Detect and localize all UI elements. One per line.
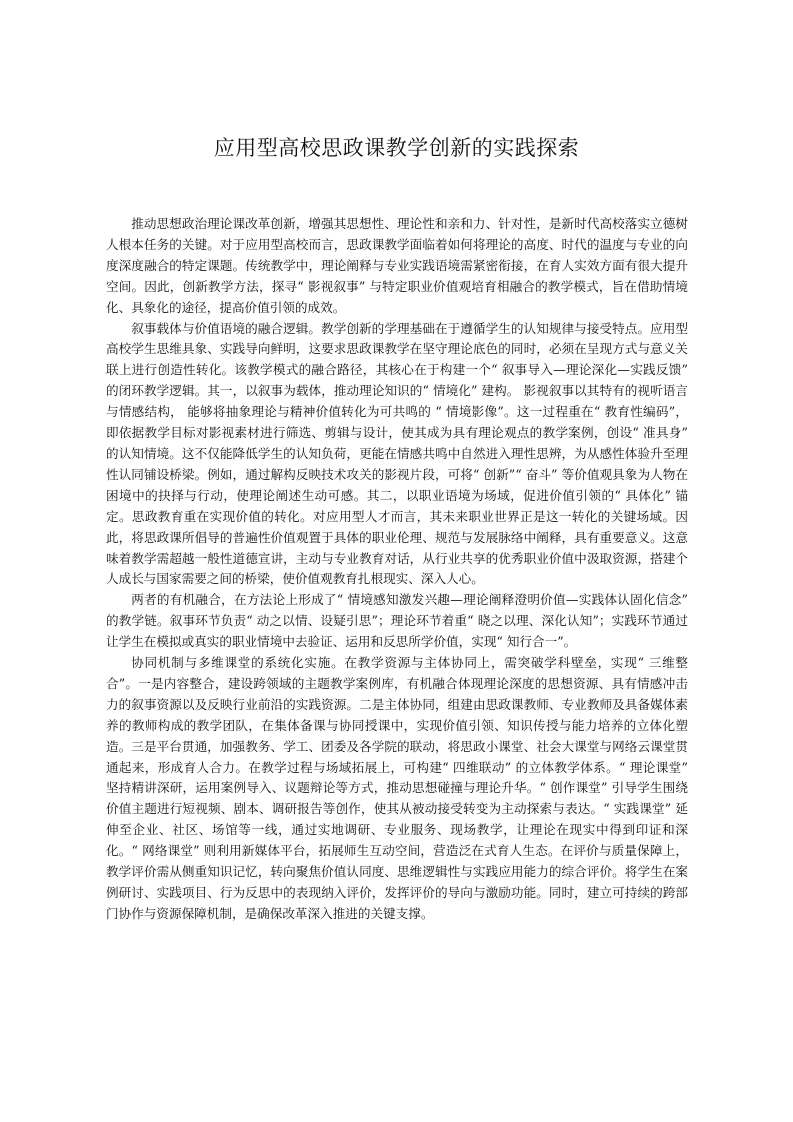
document-title: 应用型高校思政课教学创新的实践探索 [213, 136, 580, 160]
paragraph-teaching-chain: 两者的有机融合，在方法论上形成了“ 情境感知激发兴趣—理论阐释澄明价值—实践体认固化信念” 的教学链。叙事环节负责“ 动之以情、设疑引思”；理论环节着重“ 晓之以理、深化认知”；实践环节通过让学生在模拟或真实的职业情境中去验证、运用和反思所学价值，实现“ 知行合一”。 [106, 592, 688, 650]
paragraph-intro: 推动思想政治理论课改革创新，增强其思想性、理论性和亲和力、针对性，是新时代高校落实立德树人根本任务的关键。对于应用型高校而言，思政课教学面临着如何将理论的高度、时代的温度与专业的向度深度融合的特定课题。传统教学中，理论阐释与专业实践语境需紧密衔接，在育人实效方面有很大提升空间。因此，创新教学方法，探寻“ 影视叙事” 与特定职业价值观培育相融合的教学模式，旨在借助情境化、具象化的途径，提高价值引领的成效。 [106, 216, 688, 315]
paragraph-fusion-logic: 叙事载体与价值语境的融合逻辑。教学创新的学理基础在于遵循学生的认知规律与接受特点。应用型高校学生思维具象、实践导向鲜明，这要求思政课教学在坚守理论底色的同时，必须在呈现方式与意义关联上进行创造性转化。该教学模式的融合路径，其核心在于构建一个“ 叙事导入—理论深化—实践反馈” 的闭环教学逻辑。其一，以叙事为载体，推动理论知识的“ 情境化” 建构。 影视叙事以其特有的视听语言与情感结构， 能够将抽象理论与精神价值转化为可共鸣的 “ 情境影像”。这一过程重在“ 教育性编码”，即依据教学目标对影视素材进行筛选、剪辑与设计，使其成为具有理论观点的教学案例，创设“ 准具身” 的认知情境。这不仅能降低学生的认知负荷，更能在情感共鸣中自然进入理性思辨，为从感性体验升至理性认同铺设桥梁。例如，通过解构反映技术攻关的影视片段，可将“ 创新”“ 奋斗” 等价值观具象为人物在困境中的抉择与行动，使理论阐述生动可感。其二，以职业语境为场域，促进价值引领的“ 具体化” 锚定。思政教育重在实现价值的转化。对应用型人才而言，其未来职业世界正是这一转化的关键场域。因此，将思政课所倡导的普遍性价值观置于具体的职业伦理、规范与发展脉络中阐释，具有重要意义。这意味着教学需超越一般性道德宣讲，主动与专业教育对话，从行业共享的优秀职业价值中汲取资源，搭建个人成长与国家需要之间的桥梁，使价值观教育扎根现实、深入人心。 [106, 320, 688, 587]
paragraph-collaboration: 协同机制与多维课堂的系统化实施。在教学资源与主体协同上，需突破学科壁垒，实现“ 三维整合”。一是内容整合，建设跨领域的主题教学案例库，有机融合体现理论深度的思想资源、具有情感冲击力的叙事资源以及反映行业前沿的实践资源。二是主体协同，组建由思政课教师、专业教师及具备媒体素养的教师构成的教学团队，在集体备课与协同授课中，实现价值引领、知识传授与能力培养的立体化塑造。三是平台贯通，加强教务、学工、团委及各学院的联动，将思政小课堂、社会大课堂与网络云课堂贯通起来，形成育人合力。在教学过程与场域拓展上，可构建“ 四维联动” 的立体教学体系。“ 理论课堂” 坚持精讲深研，运用案例导入、议题辩论等方式，推动思想碰撞与理论升华。“ 创作课堂” 引导学生围绕价值主题进行短视频、剧本、调研报告等创作，使其从被动接受转变为主动探索与表达。“ 实践课堂” 延伸至企业、社区、场馆等一线，通过实地调研、专业服务、现场教学，让理论在现实中得到印证和深化。“ 网络课堂” 则利用新媒体平台，拓展师生互动空间，营造泛在式育人生态。在评价与质量保障上，教学评价需从侧重知识记忆，转向聚焦价值认同度、思维逻辑性与实践应用能力的综合评价。将学生在案例研讨、实践项目、行为反思中的表现纳入评价，发挥评价的导向与激励功能。同时，建立可持续的跨部门协作与资源保障机制，是确保改革深入推进的关键支撑。 [106, 655, 688, 921]
document-body [106, 214, 688, 925]
